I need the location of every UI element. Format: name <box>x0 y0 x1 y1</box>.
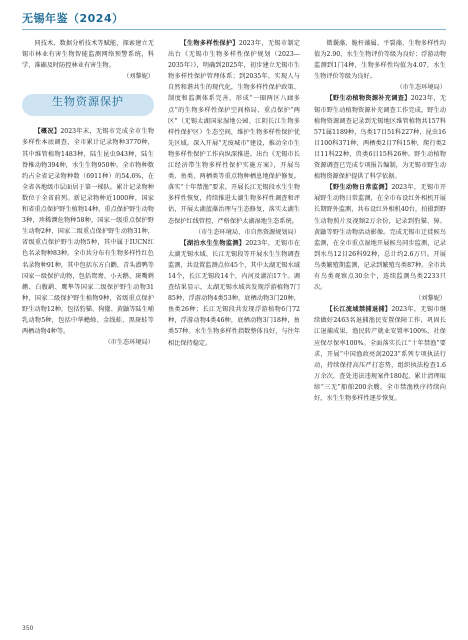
paragraph-continuation: 微囊藻、脆杆藻属、平裂藻、生物多样性均值为2.90，水生生物评价等级为良好；浮游动物监测到1门4种，生物多样性均值为4.07，水生生物评价等级为良好。 <box>314 40 446 81</box>
paragraph-heading: 【生物多样性保护】 <box>180 40 239 47</box>
header-divider <box>22 29 446 30</box>
paragraph-heading: 【野生动物日常监测】 <box>326 184 392 192</box>
paragraph-forestry-tech: 同技术、数据分析技术等赋能，探索建立无锡市林业有害生物智能监测网络预警系统，科学、准确及时防控林业有害生物。 <box>22 40 154 70</box>
paragraph-text: 2023年，无锡市野生动植物资源补充调查工作完成。野生动植物资源调查记录到无锡地区维管植物共157科571属1189种，鸟类17目51科227种，昆虫16目100科371种，两栖类2目7科15种，爬行类2目11科22种，兽类6目15科26种。野生动植物资源调查已完成专项报告编制，为无锡市野生动植物资源保护提供了科学依据。 <box>314 95 446 181</box>
paragraph-overview <box>22 126 154 337</box>
paragraph-yangtze-fishing-ban <box>314 304 446 404</box>
paragraph-wildlife-monitoring <box>314 182 446 293</box>
paragraph-wildlife-survey <box>314 93 446 182</box>
paragraph-lake-monitoring <box>168 238 300 349</box>
paragraph-biodiversity-protection <box>168 38 300 227</box>
paragraph-heading: 【湖泊水生生物监测】 <box>180 239 246 247</box>
source-attribution: （市生态环境局、市自然资源规划局） <box>194 228 300 236</box>
paragraph-heading: 【长江流域禁捕退捕】 <box>326 306 392 314</box>
yearbook-header-title: 无锡年鉴（2024） <box>22 12 124 25</box>
paragraph-text: 2023年，无锡市继续做好2463名退捕渔民安置保障工作，巩固长江退捕成果，渔民转产就业安置率100%，社保应保尽保率100%。全面落实长江“十年禁渔”要求，开展“中国渔政亮剑2023”系列专项执法行动，持续保持高压严打态势，组织执法检查1.6万余次，查处违法违规案件180起，累计清理取缔“三无”船舶200余艘，全市禁渔秩序持续向好，水生生物多样性逐步恢复。 <box>314 306 446 402</box>
paragraph-heading: 【概况】 <box>34 128 61 136</box>
paragraph-text: 2023年末，无锡市完成全市生物多样性本底调查，全市累计记录物种3770种，其中维管植物1483种，陆生昆虫943种，陆生脊椎动物394种，水生生物950种。全市物种数约占全省记录物种数（6911种）的54.6%，在全省各地级市层面居于第一梯队。累计记录物种数位于全省前列。新记录物种近1000种，国家和省重点保护野生植物14种，重点保护野生动物3种，珍稀濒危物种58种，国家一级重点保护野生动物2种，国家二级重点保护野生动物31种，省级重点保护野生动物5种，其中属于IUCN红色名录物种83种。全市共分布有生物多样性红色名录物种91种，其中包括东方白鹳、青头潜鸭等国家一级保护动物，包括鸳鸯、小天鹅、斑嘴鹈鹕、白腹鹞、鹰隼等国家二级保护野生动物31种，国家二级保护野生植物9种，省级重点保护野生动物12种，包括豹猫、狗獾、黄鼬等陆生哺乳动物5种，包括中华蟾蜍、金线蛙、黑斑蛙等两栖动物4种等。 <box>22 128 154 336</box>
column-3 <box>314 38 446 404</box>
section-banner <box>22 92 154 118</box>
column-2 <box>168 38 300 349</box>
source-attribution: （市生态环境局） <box>396 84 446 92</box>
section-title: 生物资源保护 <box>52 95 124 109</box>
page-number: 350 <box>22 625 34 632</box>
paragraph-text: 2023年，无锡市开展野生动物日常监测，在全市布设红外相机开展长期野外监测，共布设红外相机40台，拍摄到野生动物照片及视频2万余份，记录到豹猫、獐、黄鼬等野生动物活动影像。完成无锡市迁徙候鸟监测，在全市重点湿地开展候鸟同步监测，记录到水鸟12目26科92种，总计约2.6万只。开展鸟类繁殖期监测，记录到繁殖鸟类87种。全市共有鸟类观察点30余个，连续监测鸟类2233只次。 <box>314 184 446 292</box>
column-1 <box>22 38 154 348</box>
source-attribution: （市生态环境局） <box>104 339 154 347</box>
source-attribution: （刘黎妮） <box>123 73 154 81</box>
source-attribution: （刘黎妮） <box>415 295 446 303</box>
paragraph-text: 2023年，无锡市在太湖无锡水域、长江无锡段等开展水生生物调查监测，共设置监测点位45个，其中太湖无锡水域14个，长江无锡段14个，内河及湖泊17个。调查结果显示，太湖无锡水域共发现浮游植物7门85种，浮游动物4类53种，底栖动物3门20种，鱼类26种；长江无锡段共发现浮游植物6门72种，浮游动物4类46种，底栖动物3门18种，鱼类57种。水生生物多样性指数整体良好，与往年相比保持稳定。 <box>168 239 300 347</box>
paragraph-text: 2023年，无锡市制定出台《无锡市生物多样性保护规划（2023—2035年）》，明确到2025年，初步建立无锡市生物多样性保护管理体系；到2035年，实现人与自然和谐共生的现代化，生物多样性保护政策、制度和监测体系完善，形成“一圈两区八廊多点”的生物多样性保护空间格局，重点保护“两区”（无锡太湖国家湿地公园、江阴长江生物多样性保护区）生态空间，维护生物多样性保护优先区域。深入开展“无废城市”建设，推动全市生物多样性保护工作向纵深推进。出台《无锡市长江经济带生物多样性保护实施方案》，开展鸟类、鱼类、两栖类等重点物种栖息地保护修复。落实“十年禁渔”要求，开展长江无锡段水生生物多样性恢复，持续推进太湖生物多样性调查和评估，开展太湖蓝藻治理与生态修复，落实太湖生态保护红线管控，严格保护太湖湿地生态系统。 <box>168 40 300 225</box>
paragraph-heading: 【野生动植物资源补充调查】 <box>326 95 411 103</box>
